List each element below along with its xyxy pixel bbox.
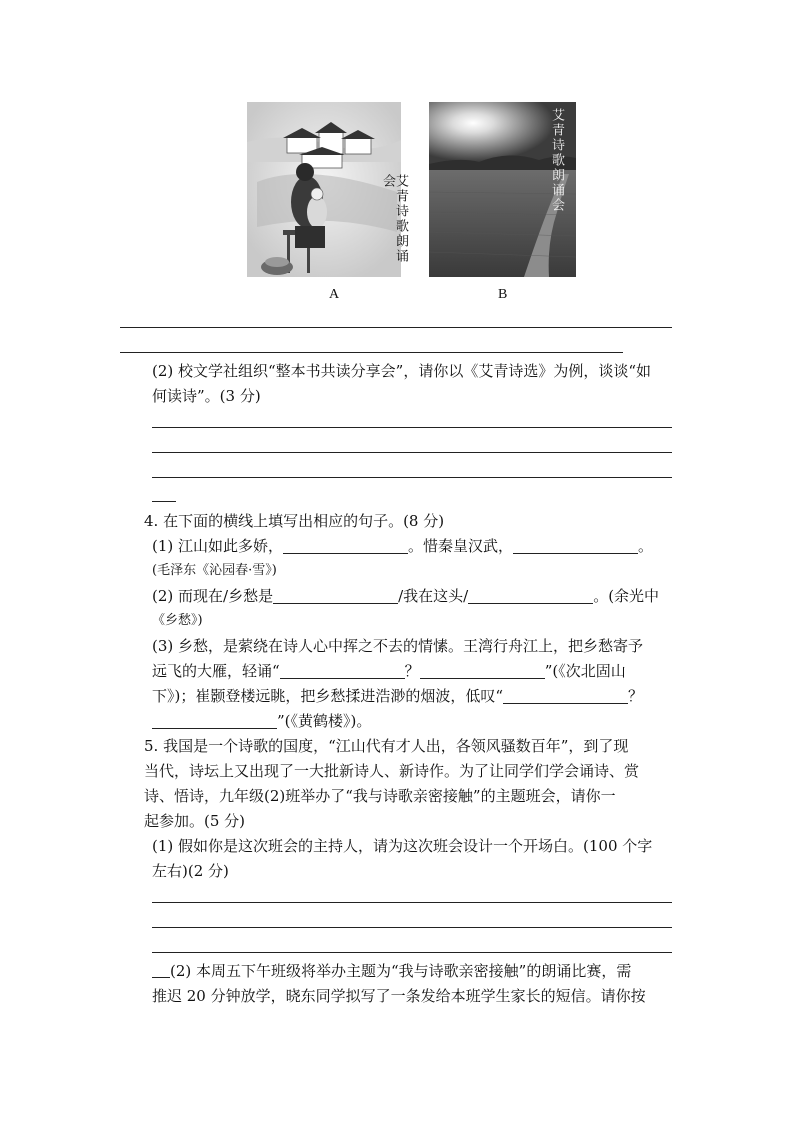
- answer-line[interactable]: [152, 927, 672, 928]
- poster-a-image: [247, 102, 408, 277]
- q4-2-mid: /我在这头/: [398, 587, 469, 605]
- q4-3-l2-mid: ？: [404, 662, 420, 680]
- q3-2-line2: 何读诗”。(3 分): [152, 387, 261, 405]
- poster-a-illustration: [247, 102, 401, 277]
- answer-line[interactable]: [120, 352, 623, 353]
- q4-heading: 4. 在下面的横线上填写出相应的句子。(8 分): [144, 512, 445, 530]
- answer-line[interactable]: [152, 427, 672, 428]
- q4-1-source: (毛泽东《沁园春·雪》): [152, 563, 277, 578]
- answer-line[interactable]: [152, 477, 672, 478]
- fill-blank[interactable]: [283, 537, 408, 554]
- poster-a-title: 艾青诗歌朗诵会: [380, 174, 408, 264]
- q5-line2: 当代，诗坛上又出现了一大批新诗人、新诗作。为了让同学们学会诵诗、赏: [144, 762, 640, 780]
- q4-3-line4: [152, 709, 371, 733]
- q5-2-line2: 推迟 20 分钟放学，晓东同学拟写了一条发给本班学生家长的短信。请你按: [152, 987, 646, 1005]
- answer-line[interactable]: [120, 327, 672, 328]
- poster-b-image: [429, 102, 576, 277]
- answer-line[interactable]: [152, 452, 672, 453]
- fill-blank[interactable]: [152, 712, 277, 729]
- fill-blank[interactable]: [468, 587, 593, 604]
- q4-3-line1: (3) 乡愁，是萦绕在诗人心中挥之不去的情愫。王湾行舟江上，把乡愁寄予: [152, 637, 644, 655]
- q4-2-end: 。(余光中: [593, 587, 660, 605]
- q5-line1: 5. 我国是一个诗歌的国度，“江山代有才人出，各领风骚数百年”，到了现: [144, 737, 629, 755]
- fill-blank[interactable]: [420, 662, 545, 679]
- q4-1-prefix: (1) 江山如此多娇，: [152, 537, 284, 555]
- fill-blank[interactable]: [273, 587, 398, 604]
- q5-1-line2: 左右)(2 分): [152, 862, 229, 880]
- poster-a-label: A: [329, 287, 340, 302]
- q5-line3: 诗、悟诗，九年级(2)班举办了“我与诗歌亲密接触”的主题班会，请你一: [144, 787, 616, 805]
- q4-1-mid: 。惜秦皇汉武，: [408, 537, 514, 555]
- q4-3-line3: [152, 684, 643, 708]
- answer-line[interactable]: [152, 902, 672, 903]
- q5-line4: 起参加。(5 分): [144, 812, 246, 830]
- q4-item2: [152, 584, 659, 608]
- poster-b-title: 艾青诗歌朗诵会: [549, 108, 564, 213]
- answer-line[interactable]: [152, 977, 170, 978]
- q4-item1: [152, 534, 653, 558]
- q3-2-line1: (2) 校文学社组织“整本书共读分享会”，请你以《艾青诗选》为例，谈谈“如: [152, 362, 652, 380]
- answer-line[interactable]: [152, 952, 672, 953]
- q5-1-line1: (1) 假如你是这次班会的主持人，请为这次班会设计一个开场白。(100 个字: [152, 837, 653, 855]
- fill-blank[interactable]: [280, 662, 405, 679]
- q5-2-line1: (2) 本周五下午班级将举办主题为“我与诗歌亲密接触”的朗诵比赛，需: [170, 962, 632, 980]
- q4-3-l3-prefix: 下》)；崔颢登楼远眺，把乡愁揉进浩渺的烟波，低叹“: [152, 687, 504, 705]
- answer-line[interactable]: [152, 501, 176, 502]
- q4-3-line2: [152, 659, 626, 683]
- q4-2-prefix: (2) 而现在/乡愁是: [152, 587, 274, 605]
- fill-blank[interactable]: [503, 687, 628, 704]
- q4-2-source: 《乡愁》): [152, 613, 203, 628]
- q4-3-l4-end: ”(《黄鹤楼》)。: [277, 712, 372, 730]
- q4-1-end: 。: [638, 537, 654, 555]
- fill-blank[interactable]: [513, 537, 638, 554]
- q4-3-l3-end: ？: [628, 687, 644, 705]
- q4-3-l2-prefix: 远飞的大雁，轻诵“: [152, 662, 280, 680]
- q4-3-l2-end: ”(《次北固山: [544, 662, 626, 680]
- poster-b-label: B: [498, 287, 508, 302]
